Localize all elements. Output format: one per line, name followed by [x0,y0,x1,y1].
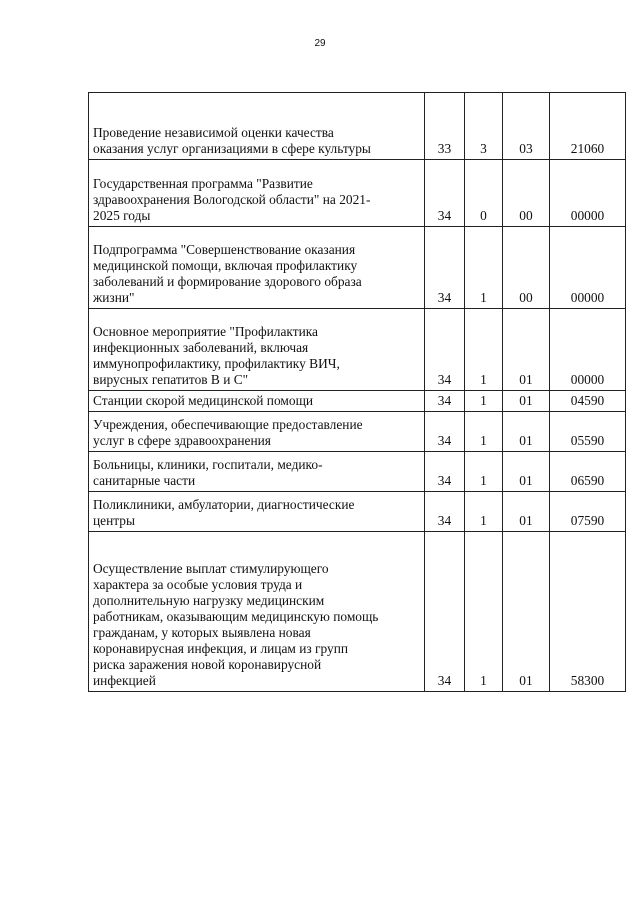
row-code-c: 00 [503,160,550,227]
row-code-a: 34 [425,160,465,227]
row-code-a: 34 [425,492,465,532]
row-code-a: 34 [425,532,465,692]
row-name-line: Больницы, клиники, госпитали, медико- [93,457,323,472]
row-name-line: коронавирусная инфекция, и лицам из групп [93,641,349,656]
row-name-line: центры [93,513,135,528]
row-name-line: медицинской помощи, включая профилактику [93,258,358,273]
row-name-line: Основное мероприятие "Профилактика [93,324,319,339]
row-name-line: работникам, оказывающим медицинскую помощь [93,609,379,624]
row-code-b: 1 [465,309,503,391]
row-name [89,532,425,692]
row-name [89,492,425,532]
row-name-line: Подпрограмма "Совершенствование оказания [93,242,356,257]
row-name-line: 2025 годы [93,208,151,223]
row-name-line: вирусных гепатитов В и С" [93,372,249,387]
table-row [89,227,626,309]
row-name-line: Поликлиники, амбулатории, диагностические [93,497,355,512]
row-name-line: риска заражения новой коронавирусной [93,657,322,672]
row-code-a: 34 [425,391,465,412]
table-row [89,93,626,160]
page-number: 29 [314,38,326,49]
row-name [89,391,425,412]
row-name-line: оказания услуг организациями в сфере культуры [93,141,371,156]
row-code-b: 1 [465,412,503,452]
row-code-a: 33 [425,93,465,160]
row-name-line: иммунопрофилактику, профилактику ВИЧ, [93,356,340,371]
row-name-line: Станции скорой медицинской помощи [93,393,314,408]
row-name [89,160,425,227]
row-name-line: гражданам, у которых выявлена новая [93,625,311,640]
row-code-b: 1 [465,492,503,532]
row-name [89,93,425,160]
row-code-c: 01 [503,412,550,452]
row-name [89,412,425,452]
table-body [89,93,626,692]
row-code-d: 58300 [550,532,626,692]
row-code-d: 00000 [550,227,626,309]
row-code-b: 3 [465,93,503,160]
row-code-d: 21060 [550,93,626,160]
row-name-line: Учреждения, обеспечивающие предоставление [93,417,363,432]
row-name [89,309,425,391]
table-row [89,532,626,692]
row-code-d: 04590 [550,391,626,412]
row-code-c: 01 [503,309,550,391]
row-code-b: 1 [465,532,503,692]
row-name [89,227,425,309]
row-code-b: 0 [465,160,503,227]
row-name-line: санитарные части [93,473,196,488]
row-code-c: 01 [503,532,550,692]
row-code-c: 03 [503,93,550,160]
row-code-c: 01 [503,452,550,492]
row-code-a: 34 [425,309,465,391]
row-name-line: Проведение независимой оценки качества [93,125,334,140]
row-name-line: характера за особые условия труда и [93,577,303,592]
row-code-c: 01 [503,492,550,532]
table-row [89,309,626,391]
row-name-line: жизни" [93,290,135,305]
row-code-c: 00 [503,227,550,309]
table-row [89,391,626,412]
row-code-d: 00000 [550,309,626,391]
row-code-a: 34 [425,452,465,492]
row-name-line: инфекционных заболеваний, включая [93,340,309,355]
row-name [89,452,425,492]
row-code-d: 07590 [550,492,626,532]
table-row [89,492,626,532]
row-code-b: 1 [465,227,503,309]
row-name-line: дополнительную нагрузку медицинским [93,593,325,608]
row-code-d: 05590 [550,412,626,452]
budget-table [88,92,626,692]
row-code-d: 06590 [550,452,626,492]
row-code-a: 34 [425,412,465,452]
row-code-c: 01 [503,391,550,412]
row-name-line: заболеваний и формирование здорового образа [93,274,362,289]
row-code-b: 1 [465,452,503,492]
row-code-a: 34 [425,227,465,309]
table-row [89,452,626,492]
row-code-d: 00000 [550,160,626,227]
row-name-line: Государственная программа "Развитие [93,176,313,191]
row-name-line: инфекцией [93,673,156,688]
table-row [89,412,626,452]
table-row [89,160,626,227]
row-name-line: Осуществление выплат стимулирующего [93,561,329,576]
row-name-line: здравоохранения Вологодской области" на 2021- [93,192,371,207]
row-code-b: 1 [465,391,503,412]
row-name-line: услуг в сфере здравоохранения [93,433,271,448]
